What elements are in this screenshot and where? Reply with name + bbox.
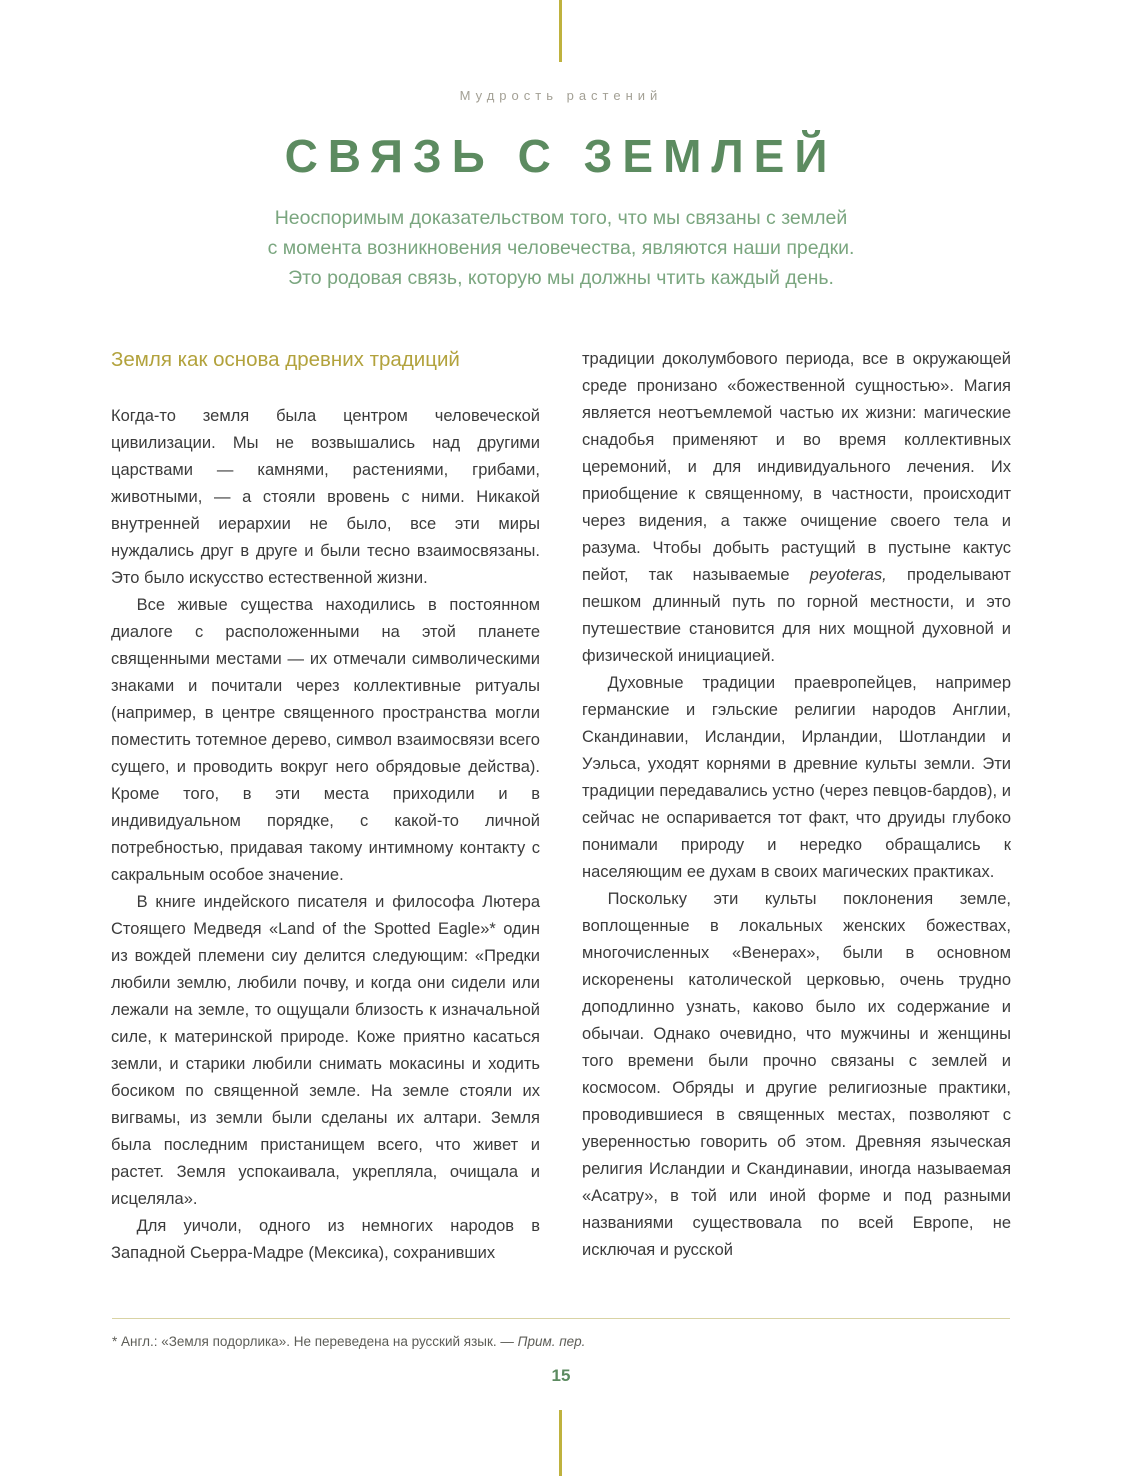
paragraph: Для уичоли, одного из немногих народов в Западной Сьерра-Мадре (Мексика), сохранивших — [111, 1217, 540, 1263]
paragraph: В книге индейского писателя и философа Лютера Стоящего Медведя «Land of the Spotted Eagle»* один из вождей племени сиу делится следующим: «Предки любили землю, любили почву, и когда они сидели или лежали на земле, то ощущали близость к изначальной силе, к материнской природе. Коже приятно касаться земли, и старики любили снимать мокасины и ходить босиком по священной земле. На земле стояли их вигвамы, из земли были сделаны их алтари. Земля была последним пристанищем всего, что живет и растет. Земля успокаивала, укрепляла, очищала и исцеляла». — [111, 893, 540, 1209]
paragraph: Когда-то земля была центром человеческой цивилизации. Мы не возвышались над другими царствами — камнями, растениями, грибами, животными, — а стояли вровень с ними. Никакой внутренней иерархии не было, все эти миры нуждались друг в друге и были тесно взаимосвязаны. Это было искусство естественной жизни. — [111, 407, 540, 588]
page-number: 15 — [551, 1366, 571, 1385]
footnote-divider — [112, 1318, 1010, 1319]
intro-line: Это родовая связь, которую мы должны чтить каждый день. — [288, 267, 834, 290]
footnote — [112, 1333, 1010, 1352]
intro-line: Неоспоримым доказательством того, что мы связаны с землей — [274, 207, 848, 229]
section-heading: Земля как основа древних традиций — [111, 347, 460, 371]
paragraph: Поскольку эти культы поклонения земле, воплощенные в локальных женских божествах, многочисленных «Венерах», были в основном искоренены католической церковью, очень трудно доподлинно узнать, каково было их содержание и обычаи. Однако очевидно, что мужчины и женщины того времени были прочно связаны с землей и космосом. Обряды и другие религиозные практики, проводившиеся в священных местах, позволяют с уверенностью говорить об этом. Древняя языческая религия Исландии и Скандинавии, иногда называемая «Асатру», в той или иной форме и под разными названиями существовала по всей Европе, не исключая и русской — [582, 889, 1011, 1259]
paragraph: * Англ.: «Земля подорлика». Не переведена на русский язык. — Прим. пер. — [112, 1334, 586, 1349]
paragraph: традиции доколумбового периода, все в окружающей среде пронизано «божественной сущностью». Магия является неотъемлемой частью их жизни: магические снадобья применяют и во время коллективных церемоний, и для индивидуального лечения. Их приобщение к священному, в частности, происходит через видения, а также очищение своего тела и разума. Чтобы добыть растущий в пустыне кактус пейот, так называемые peyoteras, проделывают пешком длинный путь по горной местности, и это путешествие становится для них мощной духовной и физической инициацией. — [582, 349, 1011, 665]
paragraph: Все живые существа находились в постоянном диалоге с расположенными на этой планете священными местами — их отмечали символическими знаками и почитали через коллективные ритуалы (например, в центре священного пространства могли поместить тотемное дерево, символ взаимосвязи всего сущего, и проводить вокруг него обрядовые действа). Кроме того, в эти места приходили и в индивидуальном порядке, с какой-то личной потребностью, придавая такому интимному контакту с сакральным особое значение. — [111, 596, 540, 885]
intro-line: с момента возникновения человечества, являются наши предки. — [267, 237, 855, 260]
right-column-text — [582, 346, 1011, 1264]
right-column — [582, 346, 1011, 1268]
paragraph: Духовные традиции праевропейцев, например германские и гэльские религии народов Англии, Скандинавии, Исландии, Ирландии, Шотландии и Уэльса, уходят корнями в древние культы земли. Эти традиции передавались устно (через певцов-бардов), и сейчас не оспаривается тот факт, что друиды глубоко понимали природу и нередко обращались к населяющим ее духам в своих магических практиках. — [582, 673, 1011, 881]
page-title: СВЯЗЬ С ЗЕМЛЕЙ — [284, 130, 838, 182]
two-column-body — [111, 346, 1011, 1268]
running-head: Мудрость растений — [459, 88, 663, 103]
intro-text — [0, 203, 1122, 294]
left-column-text — [111, 403, 540, 1267]
left-column — [111, 346, 540, 1268]
bottom-accent-line — [559, 1410, 562, 1476]
top-accent-line — [559, 0, 562, 62]
